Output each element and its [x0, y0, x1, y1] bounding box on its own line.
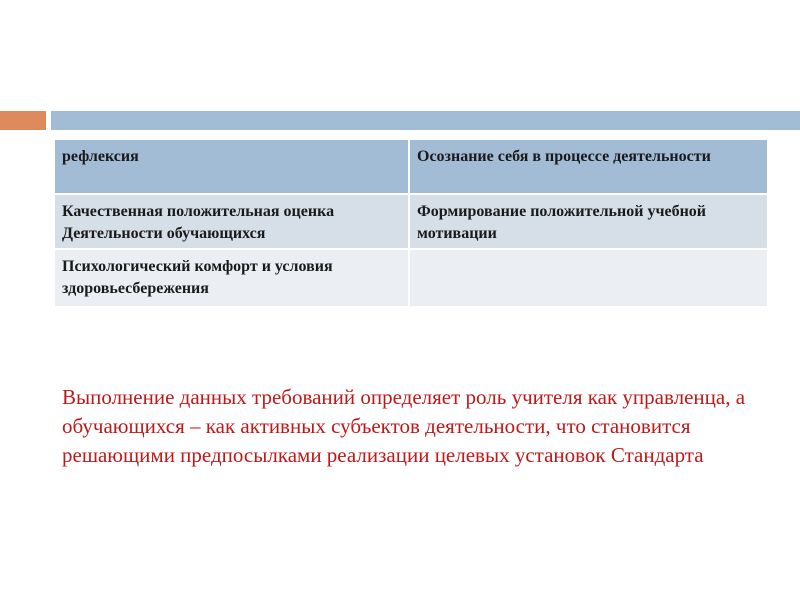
- table-cell-empty: [410, 250, 767, 306]
- table-cell-psychological-comfort: Психологический комфорт и условия здоровьесбережения: [55, 250, 410, 306]
- content-table: [55, 140, 767, 306]
- accent-bar-blue: [51, 111, 800, 130]
- table-row: [55, 250, 767, 306]
- table-row: [55, 195, 767, 250]
- accent-bar-orange: [0, 111, 46, 130]
- table-cell-quality-assessment: Качественная положительная оценка Деятельности обучающихся: [55, 195, 410, 250]
- table-cell-reflection: рефлексия: [55, 140, 410, 195]
- table-cell-motivation: Формирование положительной учебной мотивации: [410, 195, 767, 250]
- table-cell-self-awareness: Осознание себя в процессе деятельности: [410, 140, 767, 195]
- table-row: [55, 140, 767, 195]
- summary-paragraph: Выполнение данных требований определяет роль учителя как управленца, а обучающихся – как активных субъектов деятельности, что становится решающими предпосылками реализации целевых установок Стандарта: [62, 385, 746, 467]
